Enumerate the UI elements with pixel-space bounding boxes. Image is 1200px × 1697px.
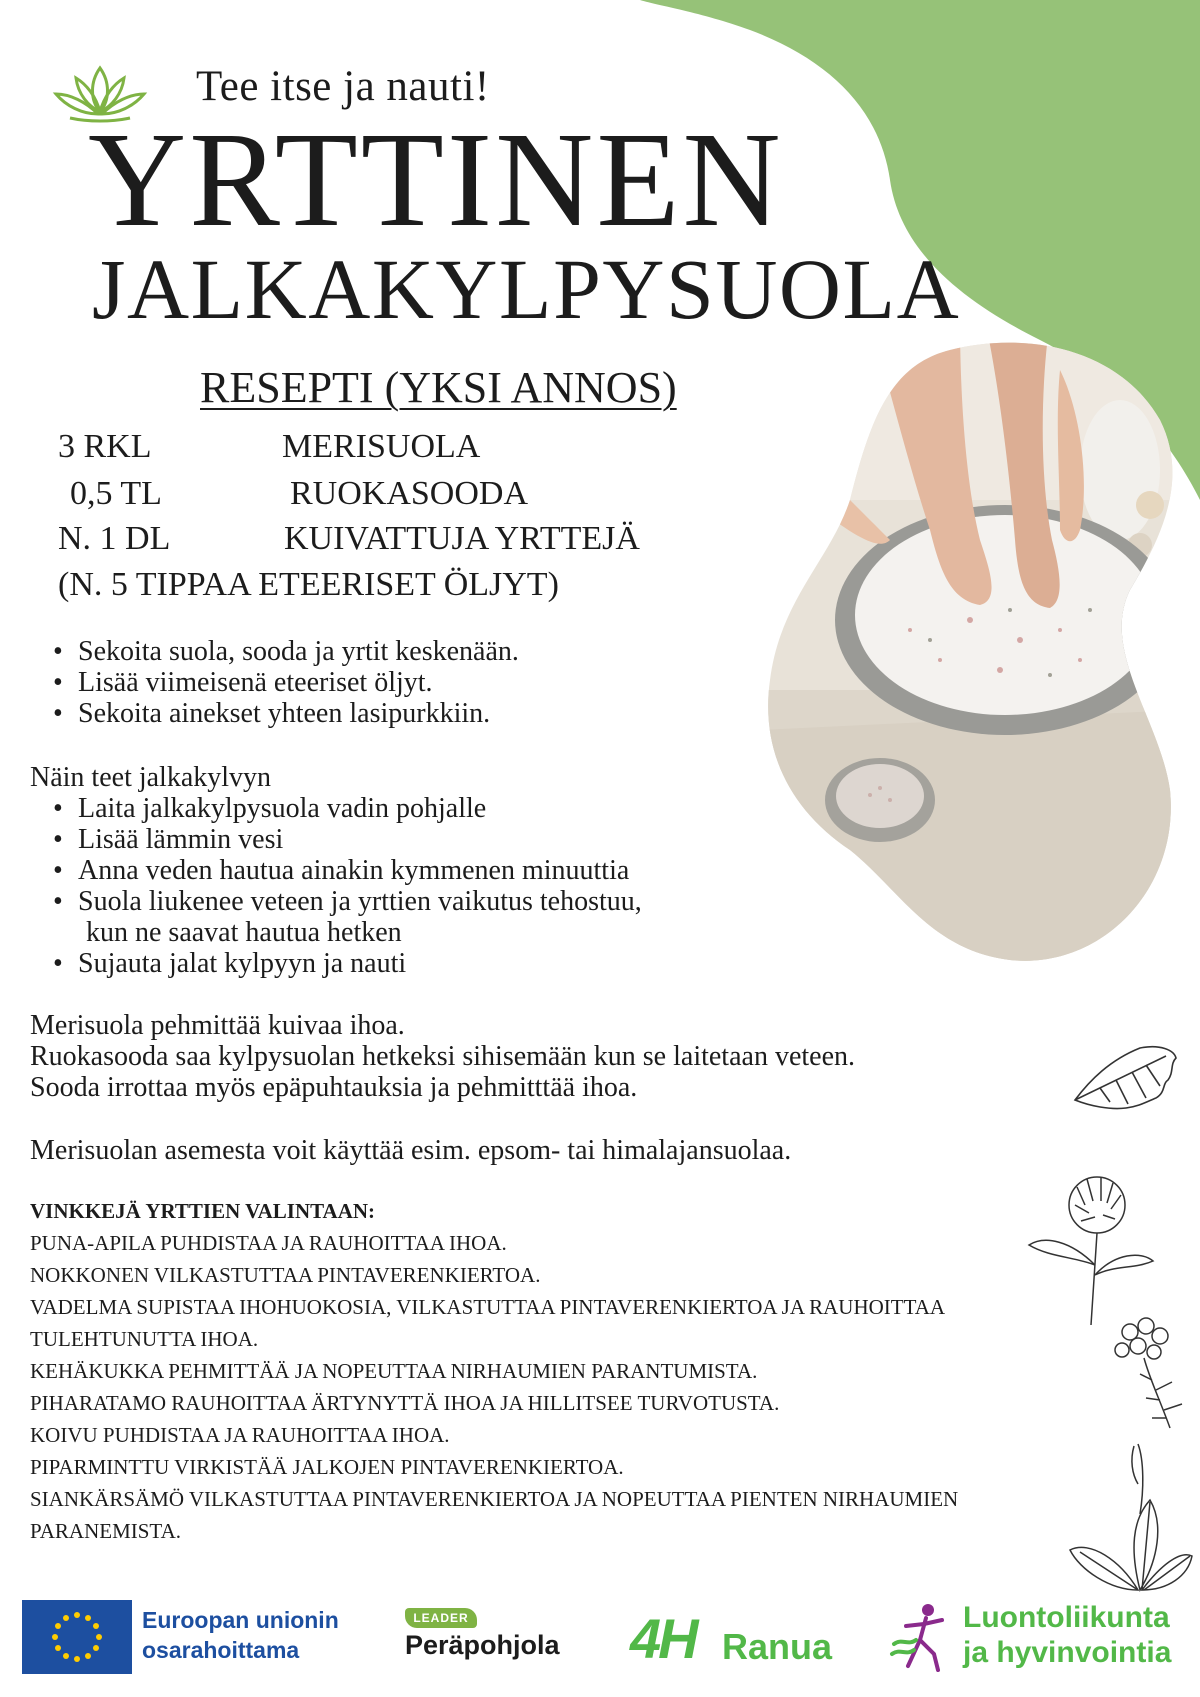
lj-text-line: Luontoliikunta xyxy=(963,1601,1170,1634)
eu-stars-icon xyxy=(22,1600,132,1674)
4h-ranua-text: Ranua xyxy=(722,1626,833,1667)
lj-text-line: ja hyvinvointia xyxy=(963,1636,1172,1669)
ingredient-amount: 3 RKL xyxy=(58,428,152,465)
info-line: Merisuola pehmittää kuivaa ihoa. xyxy=(30,1010,405,1041)
list-item-continuation: kun ne saavat hautua hetken xyxy=(86,917,402,948)
tip-line: PIHARATAMO RAUHOITTAA ÄRTYNYTTÄ IHOA JA HILLITSEE TURVOTUSTA. xyxy=(30,1391,780,1415)
tip-line: KEHÄKUKKA PEHMITTÄÄ JA NOPEUTTAA NIRHAUMIEN PARANTUMISTA. xyxy=(30,1359,758,1383)
tip-line: NOKKONEN VILKASTUTTAA PINTAVERENKIERTOA. xyxy=(30,1263,541,1287)
tip-line: SIANKÄRSÄMÖ VILKASTUTTAA PINTAVERENKIERTOA JA NOPEUTTAA PIENTEN NIRHAUMIEN xyxy=(30,1487,959,1511)
birch-leaf-icon xyxy=(1070,1040,1180,1120)
ingredient-amount: 0,5 TL xyxy=(70,475,162,512)
leader-name: Peräpohjola xyxy=(405,1630,560,1660)
clover-flower-icon xyxy=(1015,1165,1165,1330)
title-line-2: JALKAKYLPYSUOLA xyxy=(92,241,961,337)
tip-line: PIPARMINTTU VIRKISTÄÄ JALKOJEN PINTAVERENKIERTOA. xyxy=(30,1455,624,1479)
ingredient-amount: N. 1 DL xyxy=(58,520,171,557)
recipe-heading: RESEPTI (YKSI ANNOS) xyxy=(200,363,677,412)
info-line: Ruokasooda saa kylpysuolan hetkeksi sihisemään kun se laitetaan veteen. xyxy=(30,1041,856,1072)
list-item: • Sekoita ainekset yhteen lasipurkkiin. xyxy=(24,698,724,729)
eu-flag xyxy=(22,1600,132,1674)
leader-badge: LEADER xyxy=(405,1608,477,1628)
ingredient-name: MERISUOLA xyxy=(282,428,481,465)
eu-text-line: Euroopan unionin xyxy=(142,1607,339,1633)
tips-title: VINKKEJÄ YRTTIEN VALINTAAN: xyxy=(30,1199,376,1223)
bath-heading: Näin teet jalkakylvyn xyxy=(30,762,272,793)
mixing-steps-list xyxy=(24,636,724,729)
ingredient-name: RUOKASOODA xyxy=(290,475,529,512)
title-line-1: YRTTINEN xyxy=(88,105,784,255)
info-line: Sooda irrottaa myös epäpuhtauksia ja pehmitttää ihoa. xyxy=(30,1072,638,1103)
list-item: • Laita jalkakylpysuola vadin pohjalle xyxy=(24,793,844,824)
luontoliikunta-text xyxy=(963,1600,1171,1670)
tip-line: VADELMA SUPISTAA IHOHUOKOSIA, VILKASTUTTAA PINTAVERENKIERTOA JA RAUHOITTAA xyxy=(30,1295,946,1319)
tip-line: KOIVU PUHDISTAA JA RAUHOITTAA IHOA. xyxy=(30,1423,450,1447)
list-item: • Suola liukenee veteen ja yrttien vaikutus tehostuu, xyxy=(24,886,844,917)
list-item: • Lisää lämmin vesi xyxy=(24,824,844,855)
info-line: Merisuolan asemesta voit käyttää esim. epsom- tai himalajansuolaa. xyxy=(30,1135,792,1166)
4h-logo: 4H xyxy=(630,1607,696,1670)
list-item: • Sekoita suola, sooda ja yrtit keskenään. xyxy=(24,636,724,667)
eu-text-line: osarahoittama xyxy=(142,1637,300,1663)
list-item: • Sujauta jalat kylpyyn ja nauti xyxy=(24,948,844,979)
plantain-icon xyxy=(1060,1440,1195,1600)
runner-icon xyxy=(888,1600,958,1674)
tagline: Tee itse ja nauti! xyxy=(196,63,490,110)
tip-line: PARANEMISTA. xyxy=(30,1519,181,1543)
yarrow-icon xyxy=(1100,1310,1195,1430)
list-item: • Anna veden hautua ainakin kymmenen minuuttia xyxy=(24,855,844,886)
tip-line: PUNA-APILA PUHDISTAA JA RAUHOITTAA IHOA. xyxy=(30,1231,507,1255)
bath-steps-list xyxy=(24,793,844,979)
ingredient-optional: (N. 5 TIPPAA ETEERISET ÖLJYT) xyxy=(58,566,559,603)
eu-funding-text xyxy=(142,1605,339,1665)
ingredient-name: KUIVATTUJA YRTTEJÄ xyxy=(284,520,640,557)
tip-line: TULEHTUNUTTA IHOA. xyxy=(30,1327,259,1351)
list-item: • Lisää viimeisenä eteeriset öljyt. xyxy=(24,667,724,698)
herb-tips xyxy=(30,1195,958,1547)
